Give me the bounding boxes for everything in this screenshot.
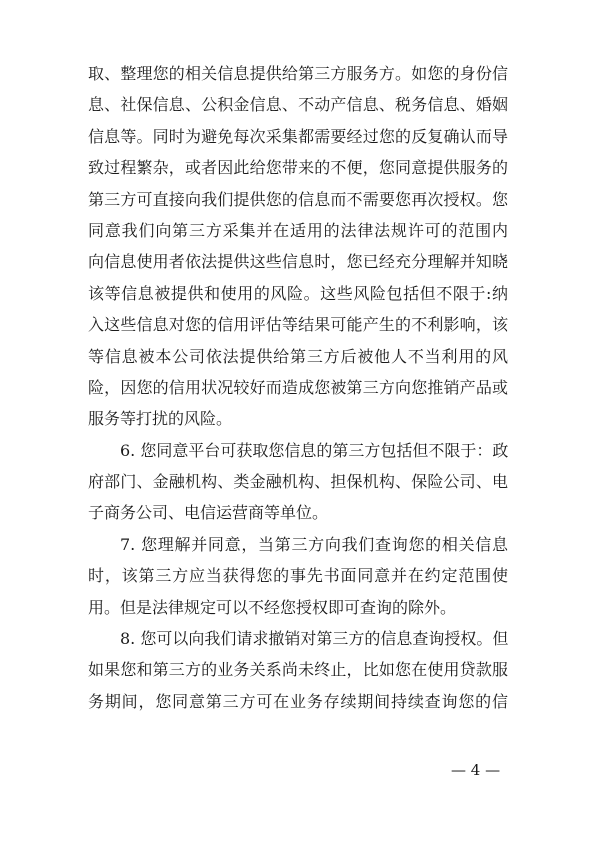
para-continuation-line: 等信息被本公司依法提供给第三方后被他人不当利用的风 [88,346,508,366]
para-continuation-line: 第三方可直接向我们提供您的信息而不需要您再次授权。您 [88,189,508,209]
para-continuation-line: 息、社保信息、公积金信息、不动产信息、税务信息、婚姻 [88,95,508,115]
para-7-line: 时，该第三方应当获得您的事先书面同意并在约定范围使 [88,566,508,586]
para-8-line: 务期间，您同意第三方可在业务存续期间持续查询您的信 [88,691,508,711]
para-6-line: 府部门、金融机构、类金融机构、担保机构、保险公司、电 [88,472,508,492]
document-body [88,58,508,717]
para-8-line: 8. 您可以向我们请求撤销对第三方的信息查询授权。但 [120,629,508,649]
para-continuation-line: 向信息使用者依法提供这些信息时，您已经充分理解并知晓 [88,252,508,272]
para-continuation-line: 该等信息被提供和使用的风险。这些风险包括但不限于:纳 [88,283,508,303]
para-continuation-line: 取、整理您的相关信息提供给第三方服务方。如您的身份信 [88,64,508,83]
para-7-line: 7. 您理解并同意，当第三方向我们查询您的相关信息 [120,534,508,554]
para-continuation-line: 服务等打扰的风险。 [88,409,233,429]
para-7-line: 用。但是法律规定可以不经您授权即可查询的除外。 [88,597,457,617]
para-continuation-line: 险，因您的信用状况较好而造成您被第三方向您推销产品或 [88,377,508,397]
para-6-line: 子商务公司、电信运营商等单位。 [88,503,329,523]
para-continuation-line: 入这些信息对您的信用评估等结果可能产生的不利影响，该 [88,315,508,335]
para-continuation-line: 同意我们向第三方采集并在适用的法律法规许可的范围内 [88,220,508,240]
para-6-line: 6. 您同意平台可获取您信息的第三方包括但不限于：政 [120,440,508,460]
page-number: — 4 — [451,761,501,779]
para-continuation-line: 致过程繁杂，或者因此给您带来的不便，您同意提供服务的 [88,158,508,178]
para-8-line: 如果您和第三方的业务关系尚未终止，比如您在使用贷款服 [88,660,508,680]
para-continuation-line: 信息等。同时为避免每次采集都需要经过您的反复确认而导 [88,126,508,146]
